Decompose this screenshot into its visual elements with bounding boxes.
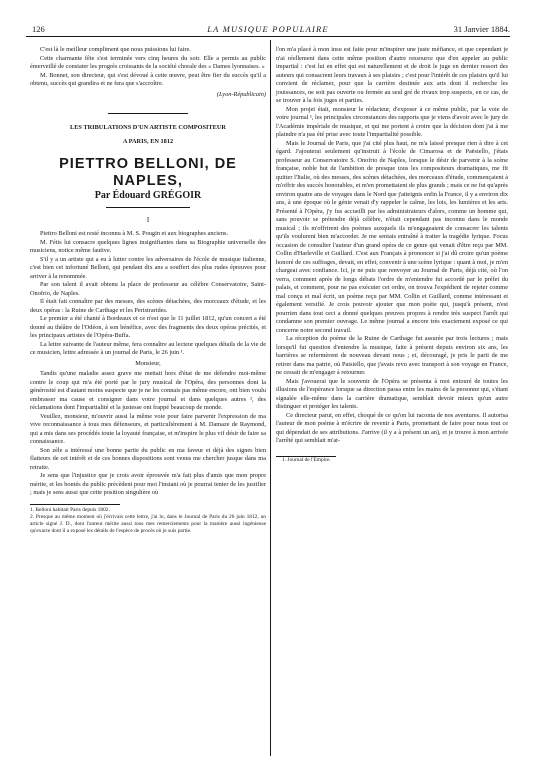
letter-paragraph: Tandis qu'une maladie assez grave me mettait hors d'état de me défendre moi-même contre le coup qui m'a été porté par le jury musical de l'Opéra, des personnes dont la générosité est d'autant moins suspecte que je ne les connais pas même encore, ont bien voulu embrasser ma cause et consigner dans votre journal et dans quelques autres ², des réclamations dont l'impartialité et la justesse ont frappé beaucoup de monde.	[30, 370, 266, 411]
left-column	[30, 46, 266, 535]
body-paragraph: Par son talent il avait obtenu la place de professeur au célèbre Conservatoire, Saint-Onofrio, de Naples.	[30, 281, 266, 297]
right-column	[276, 46, 508, 464]
section-title-line-2: A PARIS, EN 1812	[122, 138, 174, 145]
body-paragraph: S'il y a un artiste qui a eu à lutter contre les adversaires de l'école de musique italienne, c'est bien cet infortuné Belloni, qui pendant dix ans a souffert des plus rudes épreuves pour arriver à la renommée.	[30, 255, 266, 280]
article-title: PIETTRO BELLONI, DE NAPLES,	[59, 156, 237, 189]
letter-paragraph: Son zèle a intéressé une bonne partie du public en ma faveur et déjà des signes bien flatteurs de cet intérêt et de ces bonnes dispositions sont venus me chercher jusque dans ma retraite.	[30, 446, 266, 471]
body-paragraph: l'on m'a placé à mon insu est faite pour m'inspirer une juste méfiance, et que cependant je n'ai réellement dans cette même position d'autre ressource que d'en appeler au public impartial : c'est lui en effet qui est naturellement et de droit le juge en dernier ressort des auteurs qui consacrent leurs travaux à ses plaisirs ; c'est pour l'intérêt de ces plaisirs qu'il lui convient de réclamer, pour que la carrière destinée aux arts dont il recherche les jouissances, ne soit pas ouverte ou fermée au seul gré de rivaux trop suspects, en ce cas, de se trouver à la fois juges et parties.	[276, 46, 508, 104]
letter-paragraph: Veuillez, monsieur, m'ouvrir aussi la même voie pour faire parvenir l'expression de ma vive reconnaissance à tous mes défenseurs, et particulièrement à M. Damaze de Raymond, qui a mis dans ses procédés toute la loyauté française, et m'inspire le plus vif désir de faire sa connaissance.	[30, 412, 266, 445]
section-title-line-1: LES TRIBULATIONS D'UN ARTISTE COMPOSITEUR	[70, 124, 226, 131]
letter-salutation: Monsieur,	[135, 359, 161, 367]
body-paragraph: Piettro Belloni est resté inconnu à M. S. Pougin et aux biographes anciens.	[40, 230, 228, 237]
body-paragraph: Le premier a été chanté à Bordeaux et ce n'est que le 11 juillet 1812, qu'un concert a été donné au théâtre de l'Odéon, à son bénéfice, avec des fragments des deux opéras précités, et les principaux artistes de l'Opéra-Buffa.	[30, 315, 266, 339]
footnote: 2. Presque au même moment où j'écrivais cette lettre, j'ai lu, dans le Journal de Paris du 26 juin 1812, un article signé J. D., dont l'auteur mérite aussi tous mes remerciements pour la manière aussi ingénieuse qu'exacte dont il a exposé les détails de l'espèce de procès où je suis partie.	[30, 513, 266, 534]
footnotes	[30, 507, 266, 535]
section-separator	[108, 113, 188, 114]
body-paragraph: Ce directeur parut, en effet, choqué de ce qu'on lui raconta de nos aventures. Il autorisa l'auteur de mon poème à m'écrire de revenir à Paris, promettant de faire pour nous tout ce qui dépendait de ses attributions. J'arrive (il y a à présent un an), et je trouve à mon arrivée l'arrêté qui semblait m'at-	[276, 411, 508, 444]
header-rule	[26, 36, 510, 37]
body-paragraph: Mon projet était, monsieur le rédacteur, d'exposer à ce même public, par la voie de votre journal ¹, les principales circonstances des rapports que je viens d'avoir avec le jury de l'Académie impériale de musique, et qui me portent à croire que la décision dont j'ai à me plaindre n'a pas été prise avec toute l'impartialité possible.	[276, 105, 508, 138]
intro-paragraph: M. Bonnet, son directeur, qui s'est dévoué à cette œuvre, peut être fier du succès qu'il a obtenu, succès qui grandira et ne fera que s'accroître.	[30, 71, 266, 87]
footnote-rule	[30, 504, 120, 505]
body-paragraph: M. Fétis lui consacre quelques lignes insignifiantes dans sa Biographie universelle des musiciens, notice même fautive.	[30, 238, 266, 254]
intro-paragraph: C'est là le meilleur compliment que nous puissions lui faire.	[40, 46, 191, 53]
body-paragraph: Mais le Journal de Paris, que j'ai cité plus haut, ne m'a laissé presque rien à dire à cet égard. J'ajouterai seulement qu'instruit à l'école de Cimarosa et de Paësiello, j'étais professeur au Conservatoire S. Onofrio de Naples, lorsque le désir de parvenir à la scène française, noble but de l'ambition de presque tous les compositeurs dramatiques, me fit quitter l'Italie, où des messes, des scènes détachées, des morceaux d'étude, commençaient à m'offrir des succès honorables, et m'en promettaient de plus grands ; mais ce ne fut qu'après environ quatre ans de voyages dans le Nord que j'atteignis enfin la France, il y a environ dix ans, à une époque où le génie venait d'y rappeler le calme, les lois, les lumières et les arts. Présenté à l'Opéra, j'y fus accueilli par les administrateurs d'alors, comme un homme qui, sans pouvoir se prétendre déjà célèbre, n'était cependant pas inconnu dans le monde musical ; ils m'offrirent des poèmes auxquels ils m'engageaient de consacrer les talents qu'ils voulurent bien m'accorder. Je me sentais entraîné à traiter la tragédie lyrique. Focus occasion de consulter l'auteur d'un grand opéra de ce genre qui venait d'être reçu par MM. Collin d'Harleville et Guillard. C'est aux Français à prononcer si j'ai dû croire qu'un poème honoré de ces suffrages, devait, en effet, convenir à une scène lyrique : quant à moi, je m'en chargeai avec confiance. Ici, je ne puis que renvoyer au Journal de Paris, déjà cité, où l'on verra, comment après de longs débats l'ordre de m'entendre fut accordé par le préfet du palais, et comment, pour ne pas exécuter cet ordre, on trouva l'expédient de rejeter comme mal conçu et mal écrit, un poème reçu par MM. Collin et Guillard, comme intéressant et également versifié. Je crois pouvoir ajouter que mon poète qui, jusqu'à présent, n'est pourrien dans tout ceci a donné quelques preuves propres à rendre très suspect l'arrêt qui condamne son premier ouvrage. Le même journal a encore très exactement exposé ce qui concerne notre second travail.	[276, 139, 508, 334]
intro-paragraph: Cette charmante fête s'est terminée vers cinq heures du soir. Elle a permis au public émerveillé de constater les progrès croissants de la société chorale des « Dames lyonnaises. »	[30, 54, 266, 70]
footnote: 1. Journal de l'Empire.	[282, 456, 331, 463]
page-header	[26, 23, 510, 35]
title-rule	[106, 207, 190, 208]
chapter-number: I	[146, 215, 150, 224]
source-signature: (Lyon-Républicain)	[216, 90, 266, 98]
body-paragraph: La réception du poème de la Ruine de Carthage fut assurée par trois lectures ; mais lorsqu'il fut question d'entendre la musique, faite à présent depuis environ six ans, les barrières se refermèrent de nouveau devant nous ; et, découragé, je pris le parti de me retirer dans ma patrie, où Paisiello, que j'avais revu avec transport à son voyage en France, ne cessait de m'engager à retourner.	[276, 335, 508, 376]
article-author: Par Édouard GRÉGOIR	[94, 190, 202, 201]
page-number: 126	[32, 24, 45, 34]
letter-paragraph: Je sens que l'injustice que je crois avoir éprouvée m'a fait plus d'amis que mon propre mérite, et les bontés du public précèdent pour moi l'instant où je pourrai tenter de les justifier ; mais je sens aussi que cette position singulière où	[30, 472, 266, 496]
issue-date: 31 Janvier 1884.	[453, 24, 510, 34]
column-divider	[270, 40, 271, 756]
body-paragraph: La lettre suivante de l'auteur même, fera connaître au lecteur quelques détails de la vie de ce musicien, lettre adressée à un journal de Paris, le 26 juin ¹.	[30, 340, 266, 356]
journal-title: LA MUSIQUE POPULAIRE	[207, 24, 329, 34]
footnote: 1. Belloni habitait Paris depuis 1802.	[30, 506, 110, 513]
body-paragraph: Mais j'avouerai que le souvenir de l'Opéra se présenta à moi entouré de toutes les illusions de l'espérance lorsque sa direction passa entre les mains de la personne qui, s'étant signalée elle-même dans la carrière dramatique, semblait devoir mieux qu'un autre distinguer et protéger les talents.	[276, 377, 508, 410]
body-paragraph: Il était fait connaître par des messes, des scènes détachées, des morceaux d'étude, et les deux opéras : la Ruine de Carthage et les Peristrarides.	[30, 298, 266, 314]
